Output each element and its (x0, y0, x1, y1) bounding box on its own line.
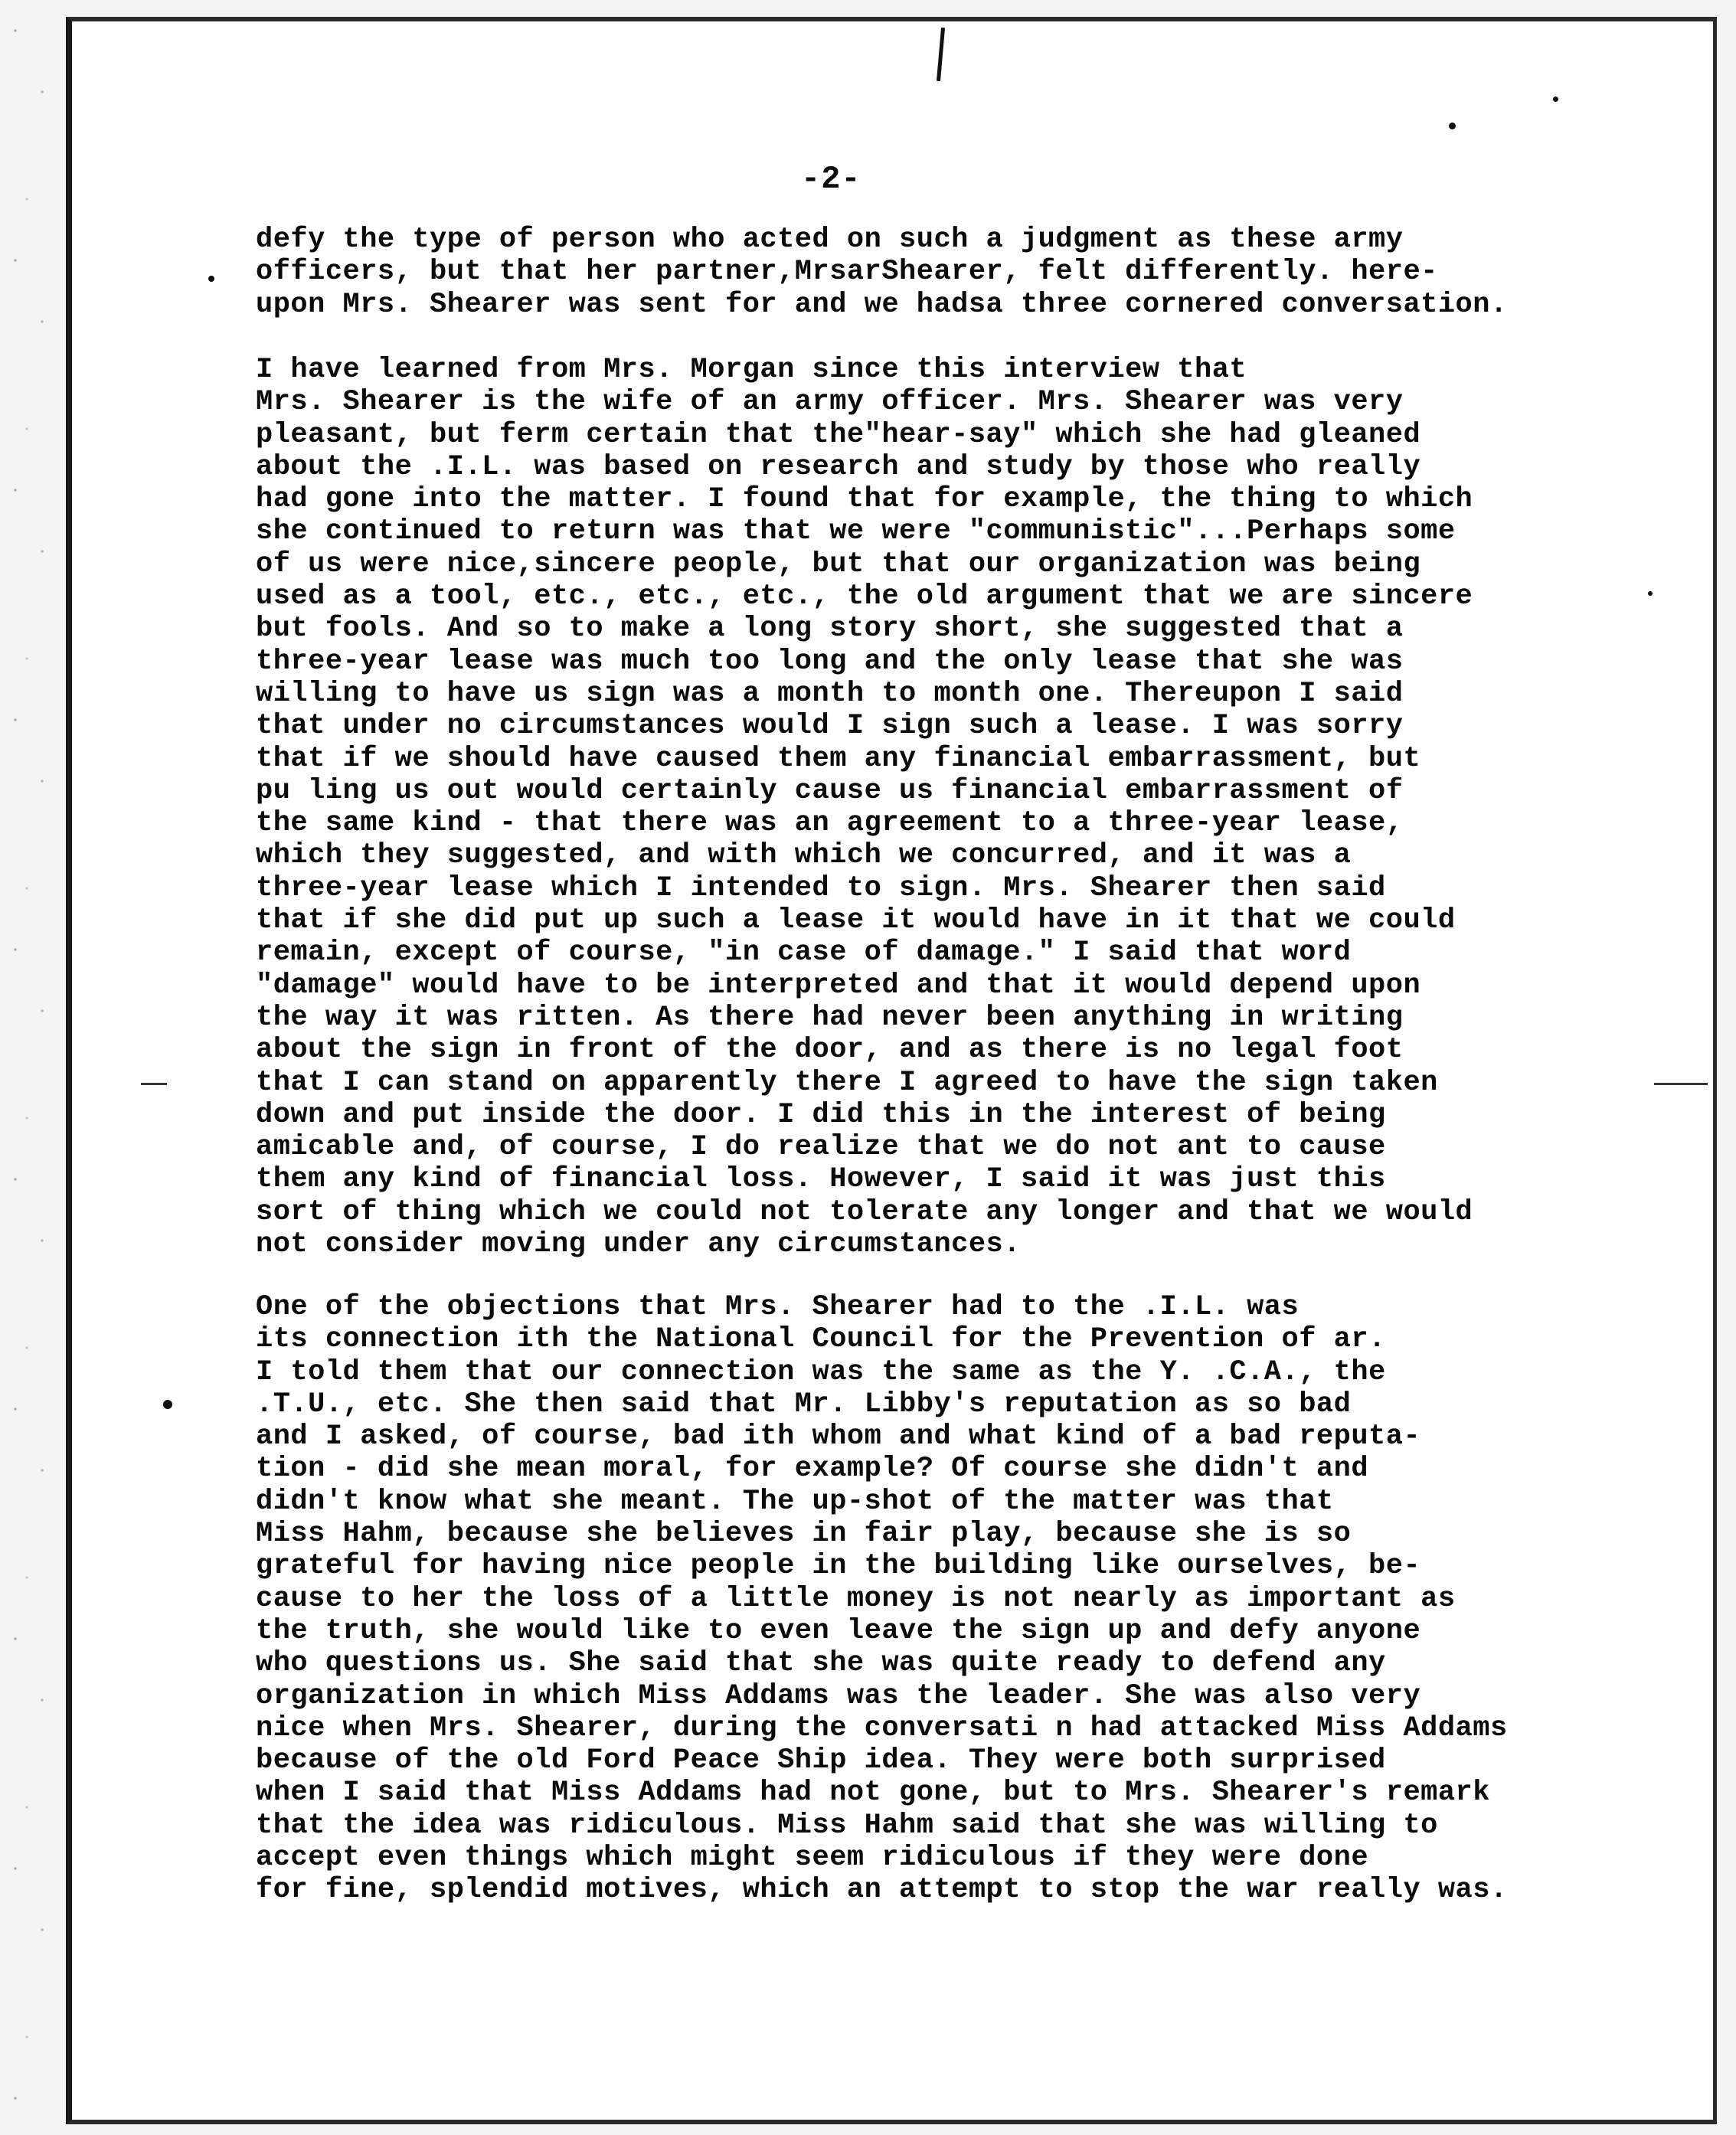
text-line: amicable and, of course, I do realize that we do not ant to cause (256, 1131, 1386, 1164)
text-line: cause to her the loss of a little money is not nearly as important as (256, 1582, 1456, 1615)
text-line: upon Mrs. Shearer was sent for and we hadsa three cornered conversation. (256, 288, 1508, 321)
text-line: didn't know what she meant. The up-shot of the matter was that (256, 1485, 1334, 1518)
text-line: pu ling us out would certainly cause us financial embarrassment of (256, 774, 1404, 807)
text-line: organization in which Miss Addams was the leader. She was also very (256, 1679, 1421, 1712)
stray-mark-dot (208, 276, 214, 282)
text-line: its connection ith the National Council for the Prevention of ar. (256, 1323, 1386, 1356)
text-line: willing to have us sign was a month to month one. Thereupon I said (256, 677, 1404, 710)
text-line: defy the type of person who acted on such a judgment as these army (256, 224, 1404, 256)
text-line: Mrs. Shearer is the wife of an army officer. Mrs. Shearer was very (256, 386, 1404, 419)
text-line: who questions us. She said that she was quite ready to defend any (256, 1647, 1386, 1680)
text-line: that I can stand on apparently there I agreed to have the sign taken (256, 1066, 1438, 1099)
text-line: nice when Mrs. Shearer, during the conversati n had attacked Miss Addams (256, 1712, 1508, 1744)
text-line: not consider moving under any circumstances. (256, 1228, 1021, 1261)
text-line: that if we should have caused them any financial embarrassment, but (256, 742, 1421, 775)
text-line: One of the objections that Mrs. Shearer had to the .I.L. was (256, 1291, 1300, 1323)
text-line: "damage" would have to be interpreted and that it would depend upon (256, 969, 1421, 1002)
text-line: but fools. And so to make a long story short, she suggested that a (256, 613, 1404, 646)
text-line: of us were nice,sincere people, but that our organization was being (256, 548, 1421, 580)
paragraph-objections (256, 1291, 1695, 1907)
text-line: when I said that Miss Addams had not gone, but to Mrs. Shearer's remark (256, 1777, 1490, 1810)
text-line: officers, but that her partner,MrsarShearer, felt differently. here- (256, 256, 1438, 289)
paragraph-interview (256, 354, 1695, 1260)
text-line: three-year lease which I intended to sign. Mrs. Shearer then said (256, 871, 1386, 904)
text-line: Miss Hahm, because she believes in fair play, because she is so (256, 1518, 1352, 1551)
text-line: accept even things which might seem ridiculous if they were done (256, 1842, 1369, 1875)
text-line: grateful for having nice people in the building like ourselves, be- (256, 1550, 1421, 1583)
stray-mark-dot (1553, 96, 1558, 102)
page-number: -2- (801, 161, 861, 198)
text-line: pleasant, but ferm certain that the"hear-say" which she had gleaned (256, 418, 1421, 451)
stray-mark-dot (1449, 123, 1456, 129)
text-line: used as a tool, etc., etc., etc., the old argument that we are sincere (256, 580, 1473, 613)
text-line: about the sign in front of the door, and as there is no legal foot (256, 1034, 1404, 1067)
text-line: sort of thing which we could not tolerate any longer and that we would (256, 1195, 1473, 1228)
text-line: that under no circumstances would I sign such a lease. I was sorry (256, 710, 1404, 743)
text-line: remain, except of course, "in case of damage." I said that word (256, 937, 1352, 969)
text-line: she continued to return was that we were "communistic"...Perhaps some (256, 515, 1456, 548)
text-line: which they suggested, and with which we concurred, and it was a (256, 839, 1352, 872)
text-line: the truth, she would like to even leave the sign up and defy anyone (256, 1614, 1421, 1647)
stray-mark-dot (163, 1400, 172, 1409)
margin-dash-left (141, 1083, 167, 1085)
text-line: had gone into the matter. I found that for example, the thing to which (256, 483, 1473, 516)
text-line: them any kind of financial loss. However, I said it was just this (256, 1163, 1386, 1196)
text-line: I have learned from Mrs. Morgan since this interview that (256, 354, 1247, 386)
text-line: three-year lease was much too long and the only lease that she was (256, 645, 1404, 678)
text-line: tion - did she mean moral, for example? Of course she didn't and (256, 1453, 1369, 1486)
text-line: for fine, splendid motives, which an attempt to stop the war really was. (256, 1874, 1508, 1907)
text-line: because of the old Ford Peace Ship idea. They were both surprised (256, 1744, 1386, 1777)
text-line: that if she did put up such a lease it would have in it that we could (256, 904, 1456, 937)
scan-edge-noise (0, 0, 61, 2135)
text-line: I told them that our connection was the same as the Y. .C.A., the (256, 1355, 1386, 1388)
text-line: .T.U., etc. She then said that Mr. Libby's reputation as so bad (256, 1388, 1352, 1421)
text-line: down and put inside the door. I did this in the interest of being (256, 1098, 1386, 1131)
text-line: and I asked, of course, bad ith whom and what kind of a bad reputa- (256, 1421, 1421, 1453)
text-line: that the idea was ridiculous. Miss Hahm said that she was willing to (256, 1809, 1438, 1842)
paragraph-continuation (256, 224, 1695, 321)
text-line: about the .I.L. was based on research and study by those who really (256, 450, 1421, 483)
text-line: the way it was ritten. As there had never been anything in writing (256, 1001, 1404, 1034)
text-line: the same kind - that there was an agreement to a three-year lease, (256, 807, 1404, 840)
